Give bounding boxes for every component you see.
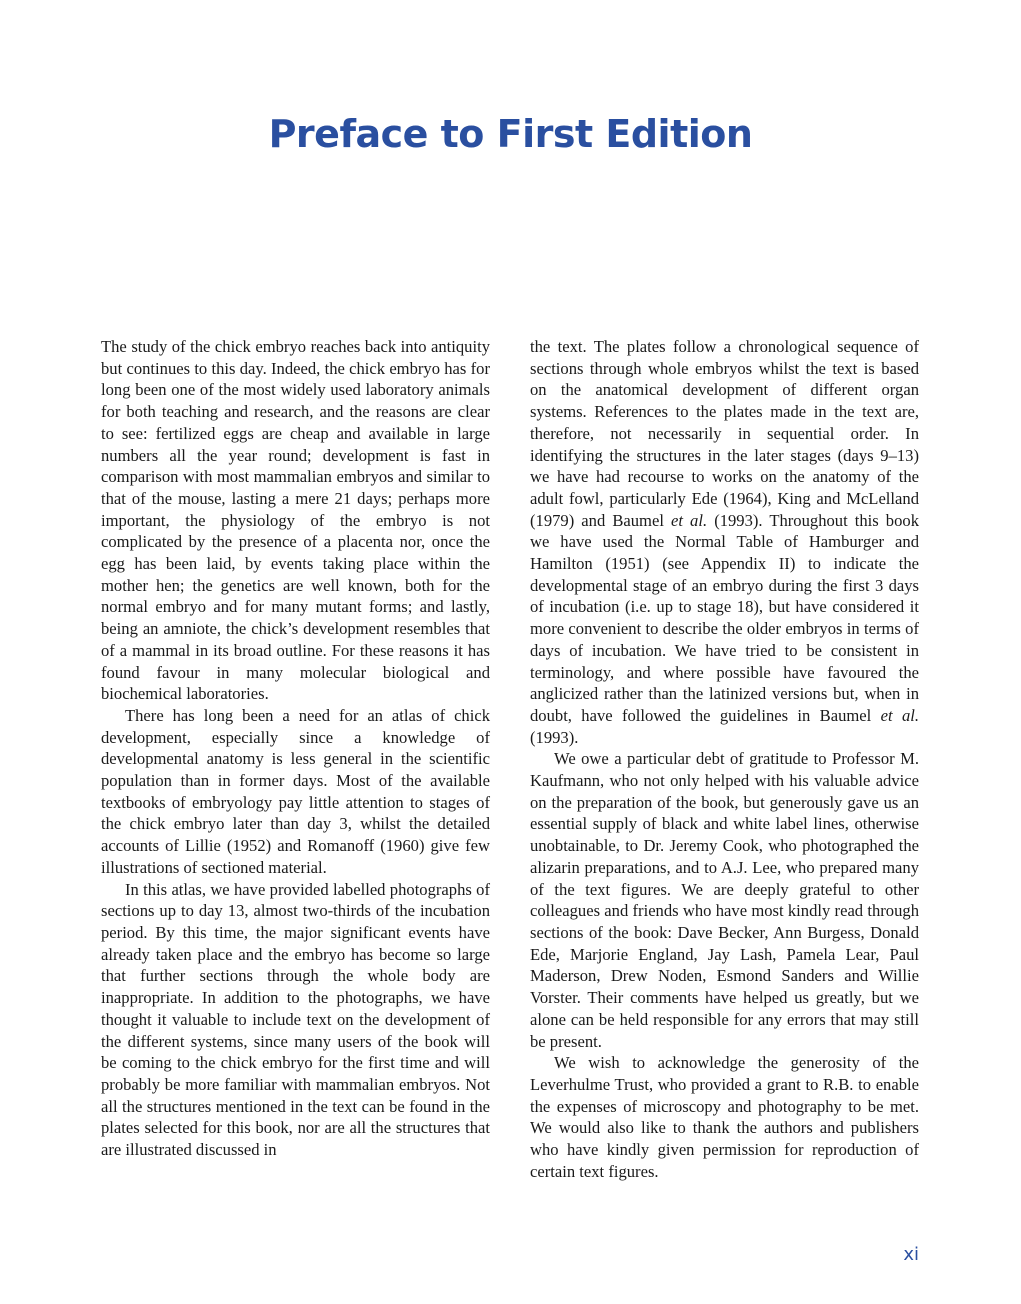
paragraph-text: (1993). <box>530 727 579 747</box>
paragraph: We owe a particular debt of gratitude to Professor M. Kaufmann, who not only helped with his valuable advice on the preparation of the book, but generously gave us an essential supply of black and white label lines, otherwise unobtainable, to Dr. Jeremy Cook, who photographed the alizarin preparations, and to A.J. Lee, who prepared many of the text figures. We are deeply grateful to other colleagues and friends who have most kindly read through sections of the book: Dave Becker, Ann Burgess, Donald Ede, Marjorie England, Jay Lash, Pamela Lear, Paul Maderson, Drew Noden, Esmond Sanders and Willie Vorster. Their comments have helped us greatly, but we alone can be held responsible for any errors that may still be present. <box>530 749 919 1051</box>
paragraph: The study of the chick embryo reaches back into antiquity but continues to this day. Indeed, the chick embryo has for long been one of the most widely used laboratory animals for both teaching and research, and the reasons are clear to see: fertilized eggs are cheap and available in large numbers all the year round; development is fast in comparison with most mammalian embryos and similar to that of the mouse, lasting a mere 21 days; perhaps more important, the physiology of the embryo is not complicated by the presence of a placenta nor, once the egg has been laid, by events taking place within the mother hen; the genetics are well known, both for the normal embryo and for many mutant forms; and lastly, being an amniote, the chick’s development resembles that of a mammal in its broad outline. For these reasons it has found favour in many molecular biological and biochemical laboratories. <box>101 337 490 704</box>
left-column <box>101 336 490 1161</box>
paragraph <box>530 336 919 748</box>
right-column <box>530 336 919 1182</box>
paragraph-text: the text. The plates follow a chronological sequence of sections through whole embryos whilst the text is based on the anatomical development of different organ systems. References to the plates made in the text are, therefore, not necessarily in sequential order. In identifying the structures in the later stages (days 9–13) we have had recourse to works on the anatomy of the adult fowl, particularly Ede (1964), King and McLelland (1979) and Baumel <box>530 337 919 530</box>
paragraph: There has long been a need for an atlas of chick development, especially since a knowledge of developmental anatomy is less general in the scientific population than in former days. Most of the available textbooks of embryology pay little attention to stages of the chick embryo later than day 3, whilst the detailed accounts of Lillie (1952) and Romanoff (1960) give few illustrations of sectioned material. <box>101 705 490 877</box>
italic-et-al: et al. <box>880 705 919 725</box>
paragraph-text: (1993). Throughout this book we have used the Normal Table of Hamburger and Hamilton (1951) (see Appendix II) to indicate the developmental stage of an embryo during the first 3 days of incubation (i.e. up to stage 18), but have considered it more convenient to describe the older embryos in terms of days of incubation. We have tried to be consistent in terminology, and where possible have favoured the anglicized rather than the latinized versions but, when in doubt, have followed the guidelines in Baumel <box>530 510 919 725</box>
page-number: xi <box>903 1244 919 1265</box>
page-title: Preface to First Edition <box>268 112 753 156</box>
paragraph: We wish to acknowledge the generosity of the Leverhulme Trust, who provided a grant to R.B. to enable the expenses of microscopy and photography to be met. We would also like to thank the authors and publishers who have kindly given permission for reproduction of certain text figures. <box>530 1053 919 1181</box>
italic-et-al: et al. <box>671 510 708 530</box>
paragraph: In this atlas, we have provided labelled photographs of sections up to day 13, almost two-thirds of the incubation period. By this time, the major significant events have already taken place and the embryo has become so large that further sections through the whole body are inappropriate. In addition to the photographs, we have thought it valuable to include text on the development of the different systems, since many users of the book will be coming to the chick embryo for the first time and will probably be more familiar with mammalian embryos. Not all the structures mentioned in the text can be found in the plates selected for this book, nor are all the structures that are illustrated discussed in <box>101 879 490 1160</box>
